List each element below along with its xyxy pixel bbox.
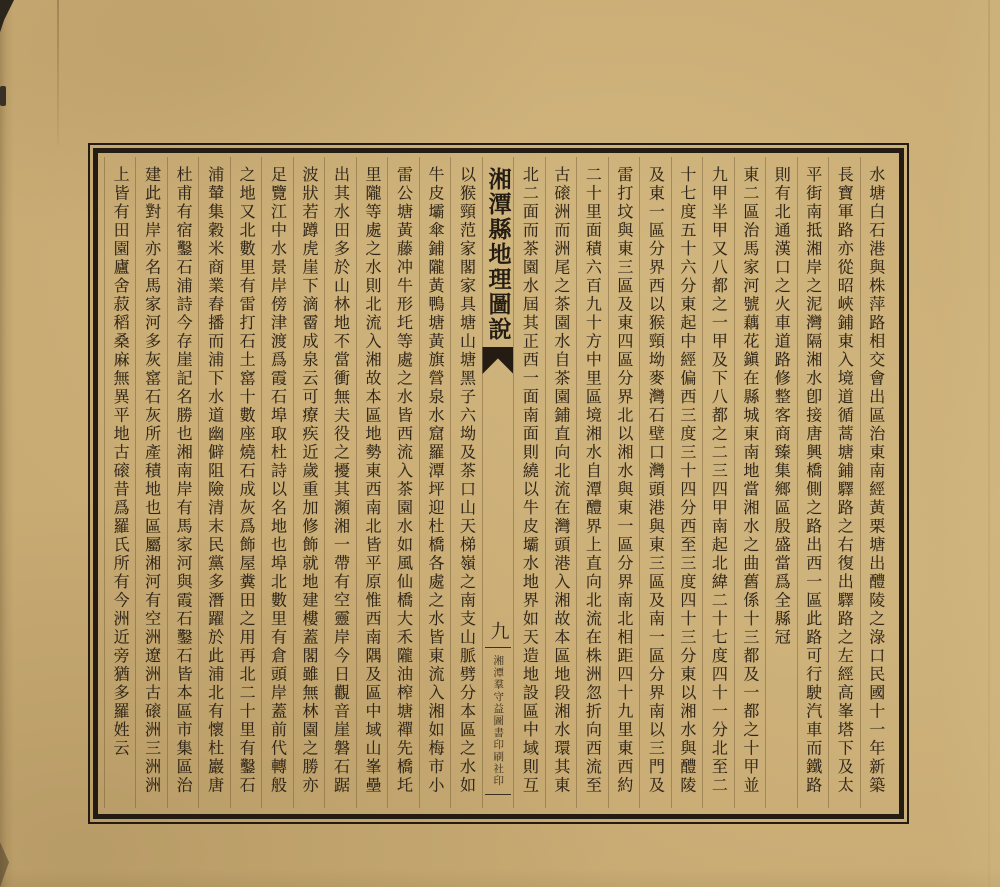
page-frame bbox=[88, 143, 909, 824]
column-text: 波狀若蹲虎崖下滴霤成泉云可療疾近歲重加修飾就地建樓蓋閣雖無林園之勝亦 bbox=[300, 166, 320, 795]
column-text: 以猴頸范家閣家具塘山塘黑子六坳及茶口山天梯嶺之南支山脈劈分本區之水如 bbox=[457, 166, 477, 795]
text-column bbox=[828, 157, 859, 808]
column-text: 平街南抵湘岸之泥灣隔湘水卽接唐興橋側之路出西一區此路可行駛汽車而鐵路 bbox=[803, 166, 823, 795]
text-column bbox=[198, 157, 229, 808]
column-text: 二十里面積六百九十方中里區境湘水自潭醴界上直向北流在株洲忽折向西流至 bbox=[583, 166, 603, 795]
text-column bbox=[734, 157, 765, 808]
page-frame-inner bbox=[93, 148, 904, 819]
column-text: 里隴等處之水則北流入湘故本區地勢東西南北皆平原惟西南隅及區中域山峯壘 bbox=[363, 166, 382, 795]
divider-rule bbox=[485, 794, 511, 795]
paper-blemish bbox=[0, 0, 14, 36]
paper-blemish bbox=[0, 86, 6, 106]
column-text: 九甲半甲又八都之一甲及下八都之二三四甲南起北緯二十七度四十一分北至二 bbox=[709, 166, 729, 795]
column-text: 建此對岸亦名馬家河多灰窰石灰所產積地也區屬湘河有空洲遼洲古磙洲三洲洲 bbox=[142, 166, 162, 795]
paper-blemish bbox=[0, 842, 9, 887]
text-column bbox=[671, 157, 702, 808]
text-column bbox=[167, 157, 198, 808]
text-column bbox=[639, 157, 670, 808]
column-text: 浦輦集穀米商業舂播而浦下水道幽僻阻險清末民黨多潛躍於此浦北有懷杜巖唐 bbox=[205, 166, 225, 795]
column-text: 之地又北數里有雷打石土窰十數座燒石成灰爲飾屋糞田之用再北二十里有鑿石 bbox=[237, 166, 257, 795]
text-column bbox=[324, 157, 355, 808]
text-column bbox=[387, 157, 418, 808]
text-column bbox=[608, 157, 639, 808]
fold-crease bbox=[57, 0, 59, 145]
page-edge bbox=[988, 0, 990, 887]
text-column bbox=[576, 157, 607, 808]
column-text: 古磙洲而洲尾之茶園水自茶園鋪直向北流在灣頭港入湘故本區地段湘水環其東 bbox=[551, 166, 571, 795]
text-column bbox=[513, 157, 544, 808]
column-text: 北二面而茶園水屆其正西一面南面則繞以牛皮壩水地界如天造地設區中域則互 bbox=[520, 166, 540, 795]
fishtail-icon bbox=[482, 347, 513, 374]
text-column bbox=[135, 157, 166, 808]
column-text: 水塘白石港與株萍路相交會出區治東南經黃栗塘出醴陵之淥口民國十一年新築 bbox=[866, 166, 886, 795]
column-text: 足覽江中水景岸傍津渡爲霞石埠取杜詩以名地也埠北數里有倉頭岸蓋前代轉般 bbox=[268, 166, 288, 795]
printer-colophon: 湘潭羣守益圖書印刷社印 bbox=[492, 655, 505, 787]
column-text: 東二區治馬家河號藕花鎭在縣城東南地當湘水之曲舊係十三都及一都之十甲並 bbox=[740, 166, 760, 795]
column-text: 雷打坟與東三區及東四區分界北以湘水與東一區分界南北相距四十九里東西約 bbox=[614, 166, 634, 795]
text-column bbox=[419, 157, 450, 808]
text-column bbox=[797, 157, 828, 808]
column-text: 雷公塘黃藤冲牛形圫等處之水皆西流入茶園水如風仙橋大禾隴油榨塘禪先橋圫 bbox=[394, 166, 414, 795]
text-column bbox=[545, 157, 576, 808]
text-column bbox=[293, 157, 324, 808]
column-text: 杜甫有宿鑿石浦詩今存崖記名勝也湘南岸有馬家河與霞石鑿石皆本區市集區治 bbox=[174, 166, 194, 795]
column-text: 上皆有田園廬舍菽稻桑麻無異平地古磙昔爲羅氏所有今洲近旁猶多羅姓云 bbox=[111, 166, 131, 758]
column-text: 長寶軍路亦從昭峽鋪東入境道循蒿塘鋪驛路之右復出驛路之左經高峯塔下及太 bbox=[835, 166, 855, 795]
column-text: 及東一區分界西以猴頸坳麥灣石壁口灣頭港與東三區及南一區分界南以三門及 bbox=[646, 166, 666, 795]
book-title: 湘潭縣地理圖說 bbox=[484, 167, 512, 342]
text-column bbox=[860, 157, 891, 808]
column-text: 則有北通漢口之火車道路修整客商臻集鄉區殷盛當爲全縣冠 bbox=[772, 166, 792, 647]
page-number: 九 bbox=[487, 621, 510, 640]
text-column bbox=[450, 157, 481, 808]
gutter-column bbox=[482, 157, 513, 808]
text-column bbox=[230, 157, 261, 808]
text-block bbox=[104, 157, 891, 808]
text-column bbox=[356, 157, 387, 808]
text-column bbox=[702, 157, 733, 808]
column-text: 牛皮壩傘鋪隴黃鴨塘黃旗營泉水窟羅潭坪迎杜橋各處之水皆東流入湘如梅市小 bbox=[425, 166, 445, 795]
divider-rule bbox=[485, 647, 511, 648]
text-column bbox=[765, 157, 796, 808]
text-column bbox=[261, 157, 292, 808]
column-text: 出其水田多於山林地不當衝無夫役之擾其瀕湘一帶有空靈岸今日觀音崖磐石踞 bbox=[331, 166, 351, 795]
text-column bbox=[104, 157, 135, 808]
column-text: 十七度五十六分東起中經偏西三度三十四分西至三度四十三分東以湘水與醴陵 bbox=[677, 166, 697, 795]
